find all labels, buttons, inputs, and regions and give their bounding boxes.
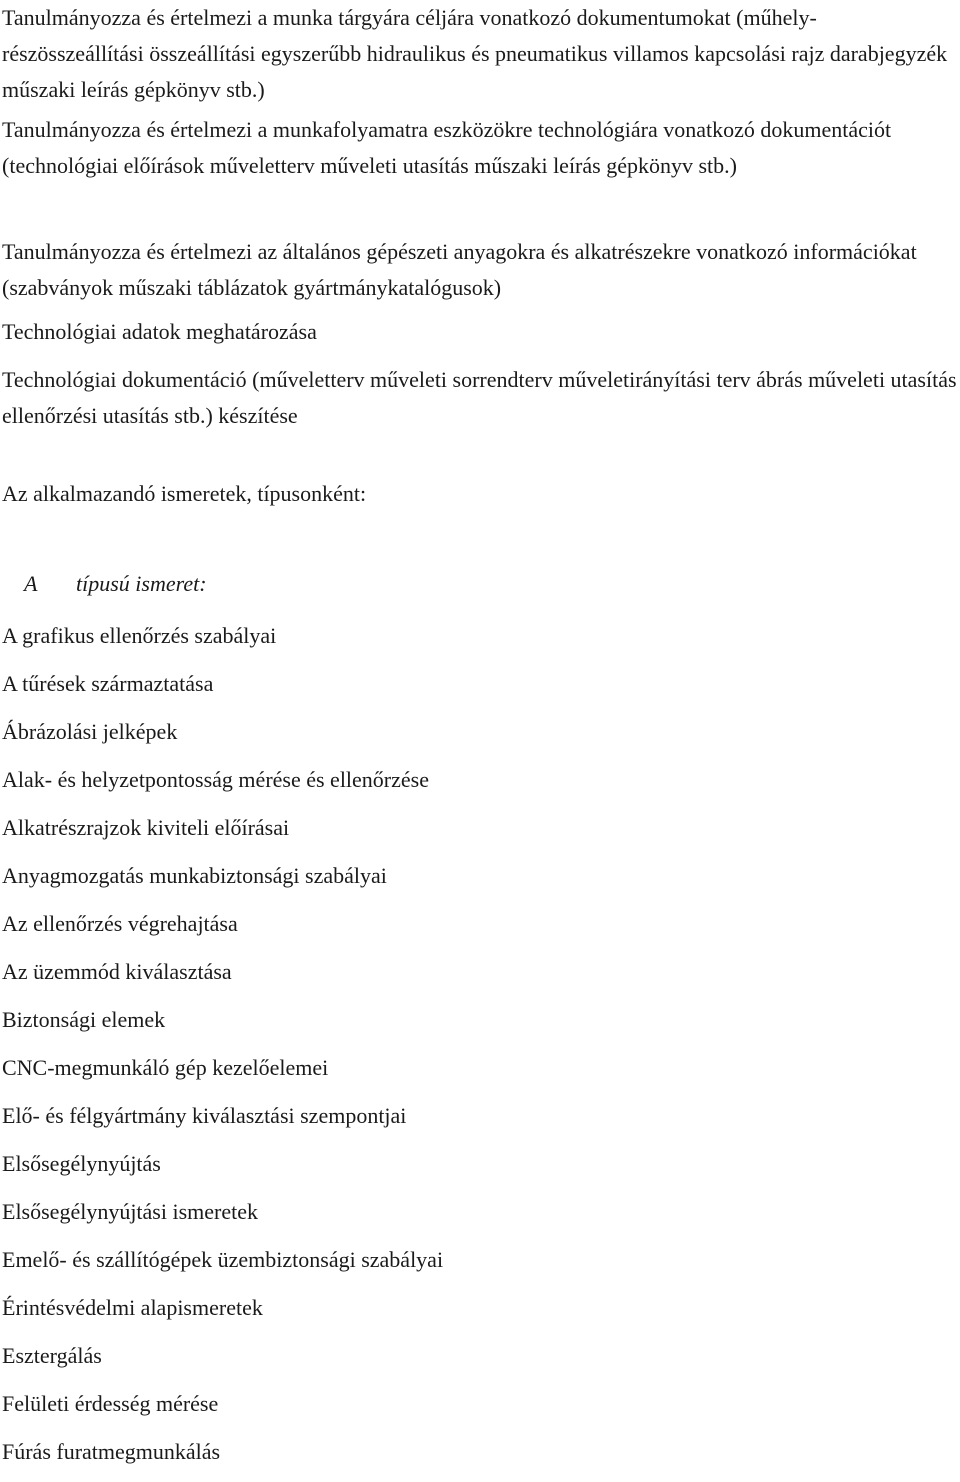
list-item: Érintésvédelmi alapismeretek: [2, 1295, 263, 1320]
list-item: Elő- és félgyártmány kiválasztási szempontjai: [2, 1103, 407, 1128]
list-item: Alak- és helyzetpontosság mérése és ellenőrzése: [2, 767, 429, 792]
list-item: Esztergálás: [2, 1343, 102, 1368]
section-heading: Az alkalmazandó ismeretek, típusonként:: [2, 481, 367, 506]
paragraph-task-5: Technológiai dokumentáció (műveletterv műveleti sorrendterv műveletirányítási terv ábrás műveleti utasítás ellenőrzési utasítás stb.) készítése: [2, 367, 957, 428]
list-item: Emelő- és szállítógépek üzembiztonsági szabályai: [2, 1247, 444, 1272]
list-item: Fúrás furatmegmunkálás: [2, 1439, 221, 1464]
list-item: Ábrázolási jelképek: [2, 719, 178, 744]
list-item: Az üzemmód kiválasztása: [2, 959, 232, 984]
knowledge-type-letter: A: [24, 571, 38, 596]
list-item: A tűrések származtatása: [2, 671, 214, 696]
list-item: A grafikus ellenőrzés szabályai: [2, 623, 277, 648]
knowledge-type-line: [24, 566, 207, 602]
list-item: Anyagmozgatás munkabiztonsági szabályai: [2, 863, 387, 888]
knowledge-list: [2, 618, 443, 1482]
paragraph-task-1: Tanulmányozza és értelmezi a munka tárgyára céljára vonatkozó dokumentumokat (műhely-részösszeállítási összeállítási egyszerűbb hidraulikus és pneumatikus villamos kapcsolási rajz darabjegyzék műszaki leírás gépkönyv stb.): [2, 5, 948, 102]
paragraph-task-3: Tanulmányozza és értelmezi az általános gépészeti anyagokra és alkatrészekre vonatkozó információkat (szabványok műszaki táblázatok gyártmánykatalógusok): [2, 239, 917, 300]
paragraph-task-4: Technológiai adatok meghatározása: [2, 319, 317, 344]
list-item: Felületi érdesség mérése: [2, 1391, 219, 1416]
list-item: Alkatrészrajzok kiviteli előírásai: [2, 815, 290, 840]
paragraph-task-2: Tanulmányozza és értelmezi a munkafolyamatra eszközökre technológiára vonatkozó dokumentációt (technológiai előírások műveletterv műveleti utasítás műszaki leírás gépkönyv stb.): [2, 117, 892, 178]
list-item: Biztonsági elemek: [2, 1007, 166, 1032]
list-item: Elsősegélynyújtás: [2, 1151, 161, 1176]
list-item: CNC-megmunkáló gép kezelőelemei: [2, 1055, 329, 1080]
list-item: Az ellenőrzés végrehajtása: [2, 911, 238, 936]
knowledge-type-label: típusú ismeret:: [76, 571, 207, 596]
list-item: Elsősegélynyújtási ismeretek: [2, 1199, 258, 1224]
